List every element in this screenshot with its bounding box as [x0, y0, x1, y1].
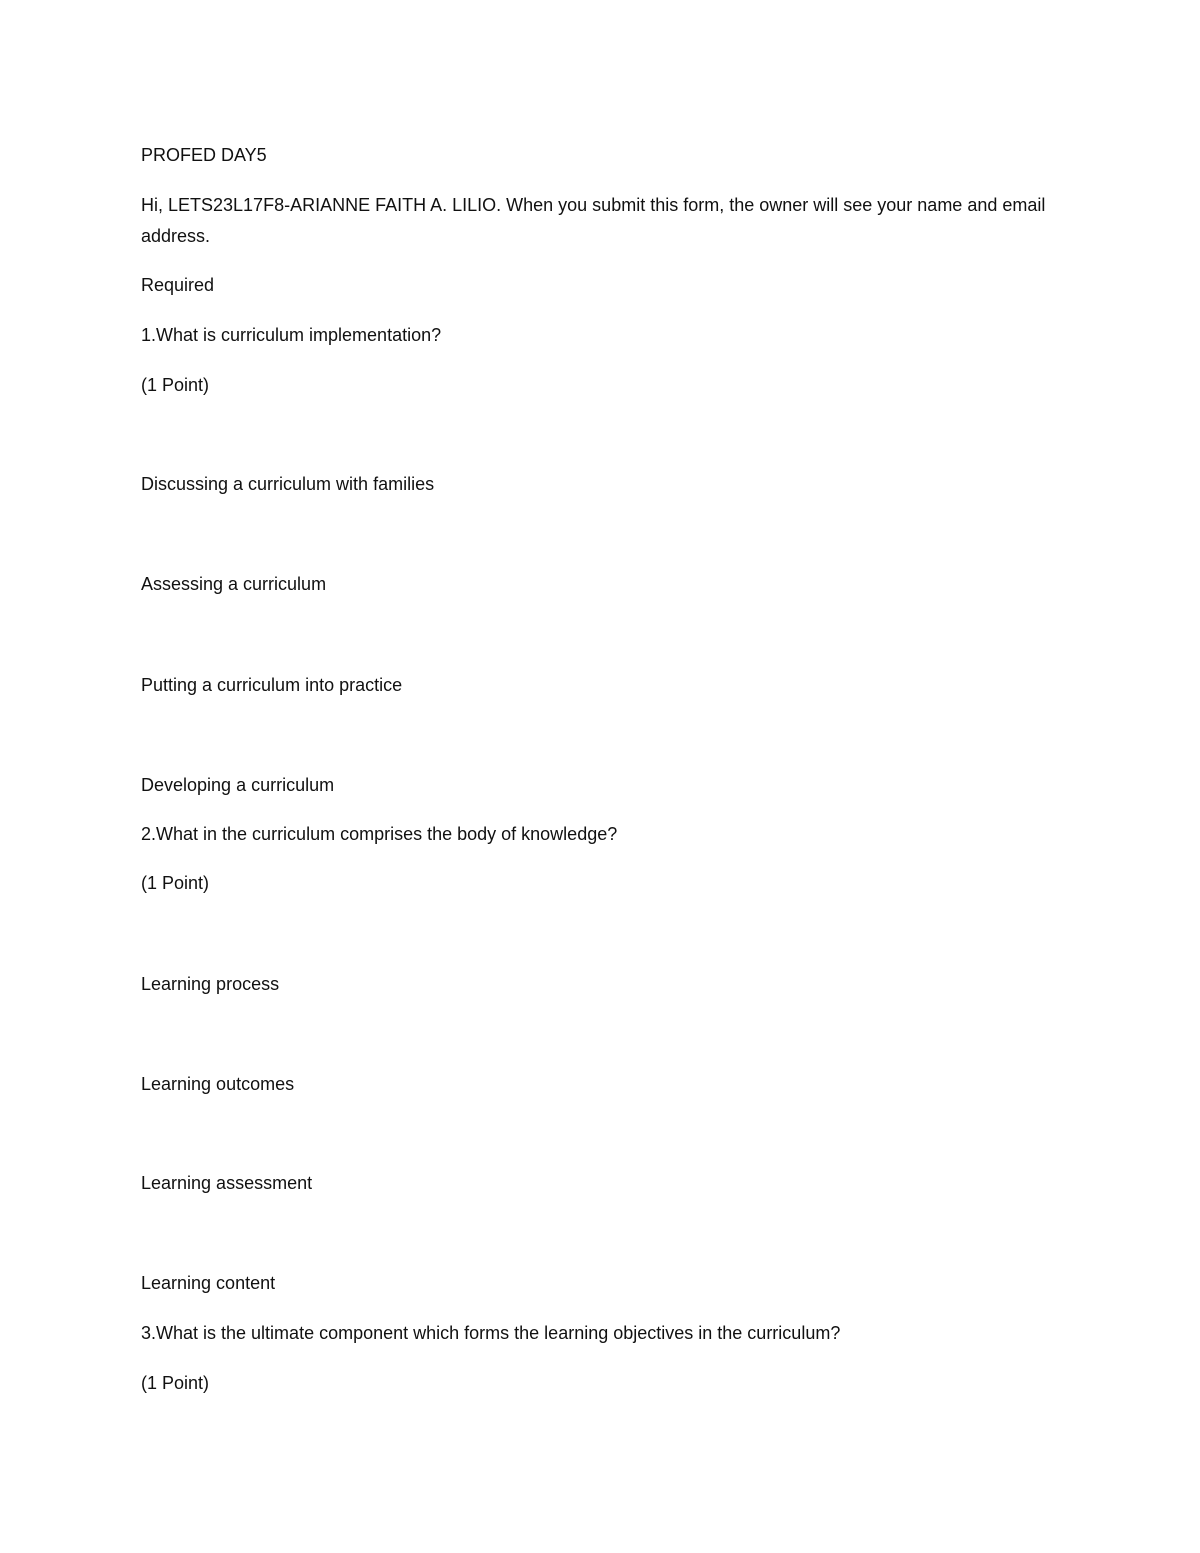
question-1-option-1[interactable]: Discussing a curriculum with families	[141, 474, 435, 494]
question-1-option-4[interactable]: Developing a curriculum	[141, 775, 335, 795]
question-2-option-1[interactable]: Learning process	[141, 974, 280, 994]
question-1-option-2[interactable]: Assessing a curriculum	[141, 574, 327, 594]
greeting-text: Hi, LETS23L17F8-ARIANNE FAITH A. LILIO. When you submit this form, the owner will see your name and email address.	[141, 195, 1046, 246]
question-3-prompt: 3.What is the ultimate component which forms the learning objectives in the curriculum?	[141, 1323, 841, 1343]
question-1-prompt: 1.What is curriculum implementation?	[141, 325, 442, 345]
question-2-prompt: 2.What in the curriculum comprises the body of knowledge?	[141, 824, 618, 844]
document-title: PROFED DAY5	[141, 145, 267, 165]
question-2-option-4[interactable]: Learning content	[141, 1273, 276, 1293]
question-1-option-3[interactable]: Putting a curriculum into practice	[141, 675, 403, 695]
question-2-points: (1 Point)	[141, 873, 210, 893]
question-2-option-3[interactable]: Learning assessment	[141, 1173, 313, 1193]
question-3-points: (1 Point)	[141, 1373, 210, 1393]
question-1-points: (1 Point)	[141, 375, 210, 395]
required-label: Required	[141, 275, 215, 295]
question-2-option-2[interactable]: Learning outcomes	[141, 1074, 295, 1094]
